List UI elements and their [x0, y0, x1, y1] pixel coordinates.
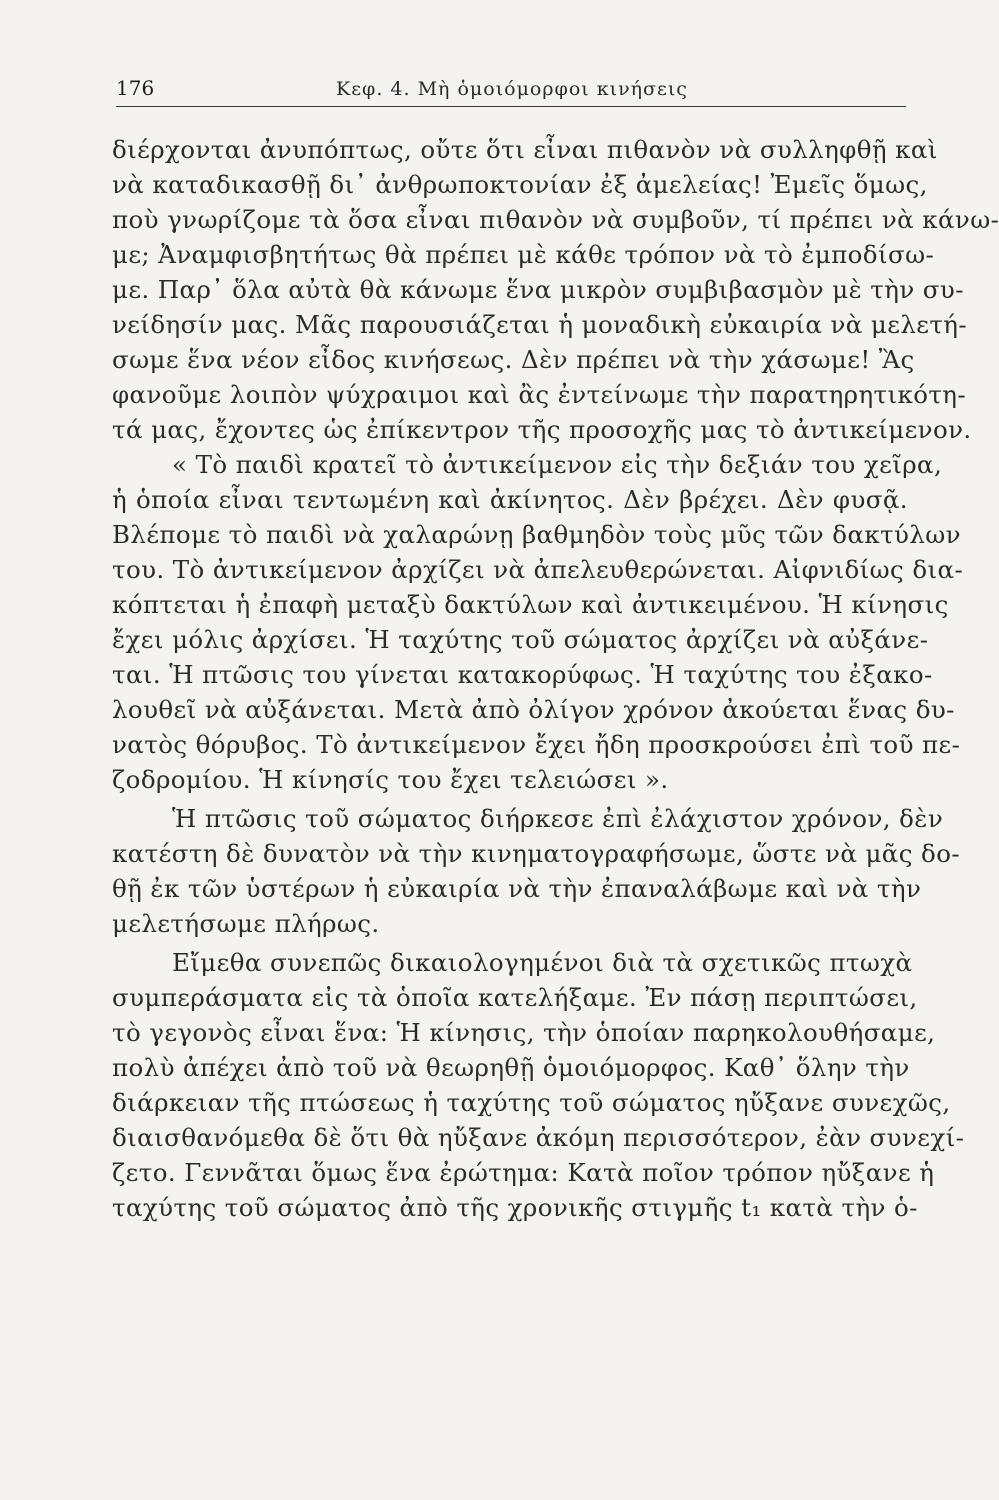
header-rule: [116, 106, 906, 107]
text-line: κόπτεται ἡ ἐπαφὴ μεταξὺ δακτύλων καὶ ἀντικειμένου. Ἡ κίνησις: [112, 590, 949, 619]
text-line: ταχύτης τοῦ σώματος ἀπὸ τῆς χρονικῆς στιγμῆς t₁ κατὰ τὴν ὁ-: [112, 1193, 918, 1222]
text-line: ἔχει μόλις ἀρχίσει. Ἡ ταχύτης τοῦ σώματος ἀρχίζει νὰ αὐξάνε-: [112, 625, 929, 654]
text-line: με. Παρ᾽ ὅλα αὐτὰ θὰ κάνωμε ἕνα μικρὸν συμβιβασμὸν μὲ τὴν συ-: [112, 275, 964, 304]
running-title: Κεφ. 4. Μὴ ὁμοιόμορφοι κινήσεις: [336, 78, 688, 100]
page-header: [116, 70, 906, 110]
text-line: νὰ καταδικασθῇ δι᾽ ἀνθρωποκτονίαν ἐξ ἀμελείας! Ἐμεῖς ὅμως,: [112, 170, 928, 199]
text-line: του. Τὸ ἀντικείμενον ἀρχίζει νὰ ἀπελευθερώνεται. Αἰφνιδίως δια-: [112, 555, 964, 584]
text-line: διέρχονται ἀνυπόπτως, οὔτε ὅτι εἶναι πιθανὸν νὰ συλληφθῇ καὶ: [112, 135, 938, 164]
text-line: συμπεράσματα εἰς τὰ ὁποῖα κατελήξαμε. Ἐν πάσῃ περιπτώσει,: [112, 983, 918, 1012]
text-line: ται. Ἡ πτῶσις του γίνεται κατακορύφως. Ἡ ταχύτης του ἐξακο-: [112, 660, 933, 689]
text-line: λουθεῖ νὰ αὐξάνεται. Μετὰ ἀπὸ ὀλίγον χρόνον ἀκούεται ἕνας δυ-: [112, 695, 955, 724]
text-line: ἡ ὁποία εἶναι τεντωμένη καὶ ἀκίνητος. Δὲν βρέχει. Δὲν φυσᾷ.: [112, 485, 908, 514]
text-line: τὸ γεγονὸς εἶναι ἕνα: Ἡ κίνησις, τὴν ὁποίαν παρηκολουθήσαμε,: [112, 1018, 936, 1047]
text-line: διαισθανόμεθα δὲ ὅτι θὰ ηὔξανε ἀκόμη περισσότερον, ἐὰν συνεχί-: [112, 1123, 965, 1152]
text-line: φανοῦμε λοιπὸν ψύχραιμοι καὶ ἂς ἐντείνωμε τὴν παρατηρητικότη-: [112, 380, 967, 409]
body-text: [112, 132, 999, 1225]
text-line: « Τὸ παιδὶ κρατεῖ τὸ ἀντικείμενον εἰς τὴν δεξιάν του χεῖρα,: [172, 450, 943, 479]
page-number: 176: [116, 76, 155, 100]
text-line: τά μας, ἔχοντες ὡς ἐπίκεντρον τῆς προσοχῆς μας τὸ ἀντικείμενον.: [112, 415, 972, 444]
text-line: κατέστη δὲ δυνατὸν νὰ τὴν κινηματογραφήσωμε, ὥστε νὰ μᾶς δο-: [112, 839, 961, 868]
text-line: Εἴμεθα συνεπῶς δικαιολογημένοι διὰ τὰ σχετικῶς πτωχὰ: [172, 948, 913, 977]
text-line: θῇ ἐκ τῶν ὑστέρων ἡ εὐκαιρία νὰ τὴν ἐπαναλάβωμε καὶ νὰ τὴν: [112, 874, 922, 903]
text-line: μελετήσωμε πλήρως.: [112, 909, 380, 938]
text-line: σωμε ἕνα νέον εἶδος κινήσεως. Δὲν πρέπει νὰ τὴν χάσωμε! Ἂς: [112, 345, 915, 374]
text-line: με; Ἀναμφισβητήτως θὰ πρέπει μὲ κάθε τρόπον νὰ τὸ ἐμποδίσω-: [112, 240, 935, 269]
text-line: ζοδρομίου. Ἡ κίνησίς του ἔχει τελειώσει ».: [112, 765, 669, 794]
text-line: Βλέπομε τὸ παιδὶ νὰ χαλαρώνῃ βαθμηδὸν τοὺς μῦς τῶν δακτύλων: [112, 520, 961, 549]
text-line: ζετο. Γεννᾶται ὅμως ἕνα ἐρώτημα: Κατὰ ποῖον τρόπον ηὔξανε ἡ: [112, 1158, 935, 1187]
text-line: διάρκειαν τῆς πτώσεως ἡ ταχύτης τοῦ σώματος ηὔξανε συνεχῶς,: [112, 1088, 951, 1117]
text-line: ποὺ γνωρίζομε τὰ ὅσα εἶναι πιθανὸν νὰ συμβοῦν, τί πρέπει νὰ κάνω-: [112, 205, 999, 234]
text-line: πολὺ ἀπέχει ἀπὸ τοῦ νὰ θεωρηθῇ ὁμοιόμορφος. Καθ᾽ ὅλην τὴν: [112, 1053, 910, 1082]
text-line: Ἡ πτῶσις τοῦ σώματος διήρκεσε ἐπὶ ἐλάχιστον χρόνον, δὲν: [172, 804, 944, 833]
text-line: νείδησίν μας. Μᾶς παρουσιάζεται ἡ μοναδικὴ εὐκαιρία νὰ μελετή-: [112, 310, 968, 339]
text-line: νατὸς θόρυβος. Τὸ ἀντικείμενον ἔχει ἤδη προσκρούσει ἐπὶ τοῦ πε-: [112, 730, 961, 759]
